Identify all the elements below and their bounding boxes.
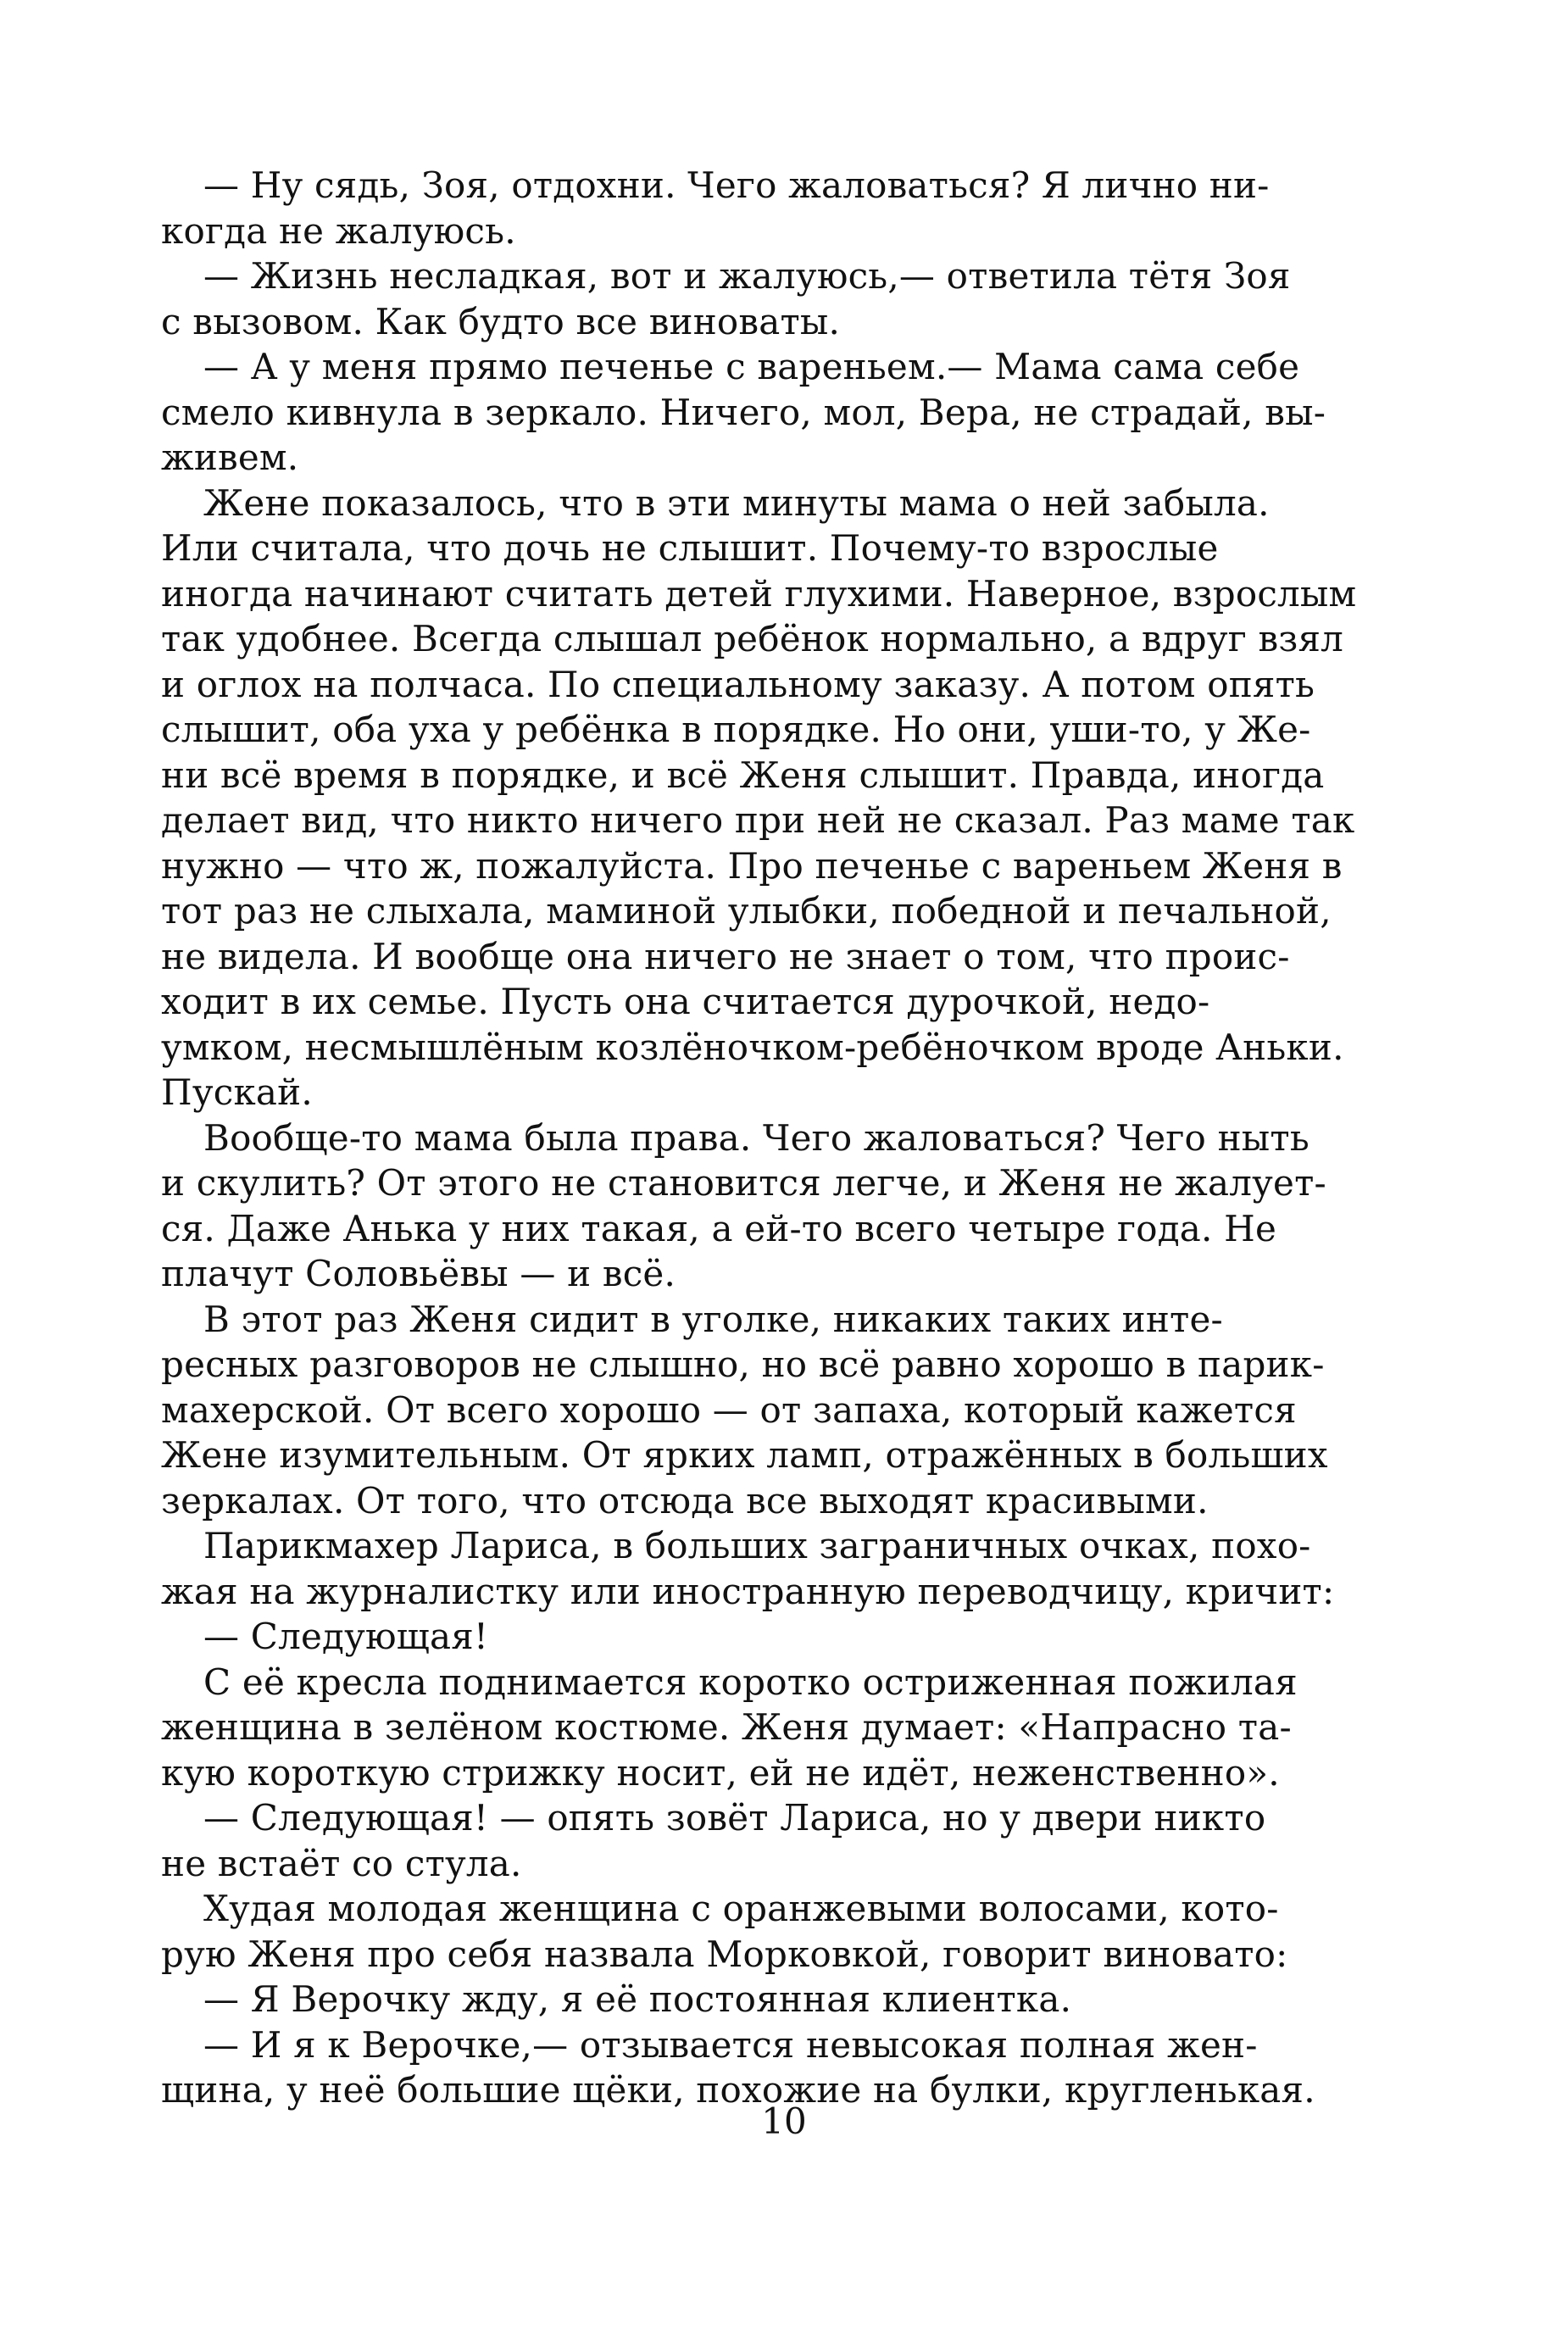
- text-line: Или считала, что дочь не слышит. Почему-то взрослые: [161, 527, 1219, 569]
- text-line: ся. Даже Анька у них такая, а ей-то всего четыре года. Не: [161, 1207, 1277, 1249]
- text-line: рую Женя про себя назвала Морковкой, говорит виновато:: [161, 1933, 1288, 1975]
- page-number: 10: [761, 2100, 807, 2142]
- text-line: ходит в их семье. Пусть она считается дурочкой, недо-: [161, 981, 1210, 1022]
- text-line: и скулить? От этого не становится легче, и Женя не жалует-: [161, 1162, 1326, 1204]
- text-line: Худая молодая женщина с оранжевыми волосами, кото-: [203, 1888, 1279, 1929]
- text-line: Жене изумительным. От ярких ламп, отражённых в больших: [161, 1434, 1328, 1476]
- text-line: — Следующая! — опять зовёт Лариса, но у двери никто: [203, 1797, 1266, 1839]
- text-line: — И я к Верочке,— отзывается невысокая полная жен-: [203, 2023, 1258, 2066]
- text-line: слышит, оба уха у ребёнка в порядке. Но они, уши-то, у Же-: [161, 709, 1311, 750]
- text-line: Парикмахер Лариса, в больших заграничных очках, похо-: [203, 1525, 1311, 1566]
- text-line: — Жизнь несладкая, вот и жалуюсь,— ответила тётя Зоя: [203, 255, 1291, 297]
- text-line: С её кресла поднимается коротко остриженная пожилая: [203, 1661, 1298, 1703]
- text-line: не встаёт со стула.: [161, 1842, 522, 1884]
- text-line: махерской. От всего хорошо — от запаха, который кажется: [161, 1388, 1297, 1431]
- text-line: и оглох на полчаса. По специальному заказу. А потом опять: [161, 663, 1315, 705]
- text-line: плачут Соловьёвы — и всё.: [161, 1253, 676, 1294]
- text-line: — Следующая!: [203, 1616, 489, 1657]
- text-line: с вызовом. Как будто все виноваты.: [161, 300, 841, 342]
- text-line: жая на журналистку или иностранную переводчицу, кричит:: [161, 1570, 1335, 1612]
- text-line: — А у меня прямо печенье с вареньем.— Мама сама себе: [203, 346, 1300, 387]
- body-text: [161, 163, 1424, 2113]
- text-line: не видела. И вообще она ничего не знает о том, что проис-: [161, 935, 1290, 977]
- text-line: Жене показалось, что в эти минуты мама о ней забыла.: [203, 481, 1270, 524]
- text-line: ни всё время в порядке, и всё Женя слышит. Правда, иногда: [161, 754, 1325, 796]
- text-line: В этот раз Женя сидит в уголке, никаких таких инте-: [203, 1298, 1223, 1340]
- text-line: тот раз не слыхала, маминой улыбки, победной и печальной,: [161, 890, 1332, 932]
- text-line: умком, несмышлёным козлёночком-ребёночком вроде Аньки.: [161, 1026, 1344, 1068]
- text-line: когда не жалуюсь.: [161, 209, 516, 252]
- text-line: ресных разговоров не слышно, но всё равно хорошо в парик-: [161, 1344, 1325, 1385]
- text-line: кую короткую стрижку носит, ей не идёт, неженственно».: [161, 1751, 1280, 1794]
- text-line: женщина в зелёном костюме. Женя думает: «Напрасно та-: [161, 1706, 1292, 1748]
- text-line: делает вид, что никто ничего при ней не сказал. Раз маме так: [161, 799, 1355, 841]
- text-line: Пускай.: [161, 1071, 313, 1113]
- text-line: живем.: [161, 437, 299, 478]
- text-line: щина, у неё большие щёки, похожие на булки, кругленькая.: [161, 2069, 1315, 2111]
- text-line: так удобнее. Всегда слышал ребёнок нормально, а вдруг взял: [161, 618, 1344, 659]
- text-line: нужно — что ж, пожалуйста. Про печенье с вареньем Женя в: [161, 844, 1343, 887]
- text-line: зеркалах. От того, что отсюда все выходят красивыми.: [161, 1479, 1209, 1522]
- text-line: Вообще-то мама была права. Чего жаловаться? Чего ныть: [203, 1116, 1309, 1159]
- text-line: — Ну сядь, Зоя, отдохни. Чего жаловаться? Я лично ни-: [203, 164, 1270, 206]
- text-line: смело кивнула в зеркало. Ничего, мол, Вера, не страдай, вы-: [161, 391, 1326, 433]
- text-line: — Я Верочку жду, я её постоянная клиентка.: [203, 1978, 1072, 2020]
- text-line: иногда начинают считать детей глухими. Наверное, взрослым: [161, 572, 1357, 615]
